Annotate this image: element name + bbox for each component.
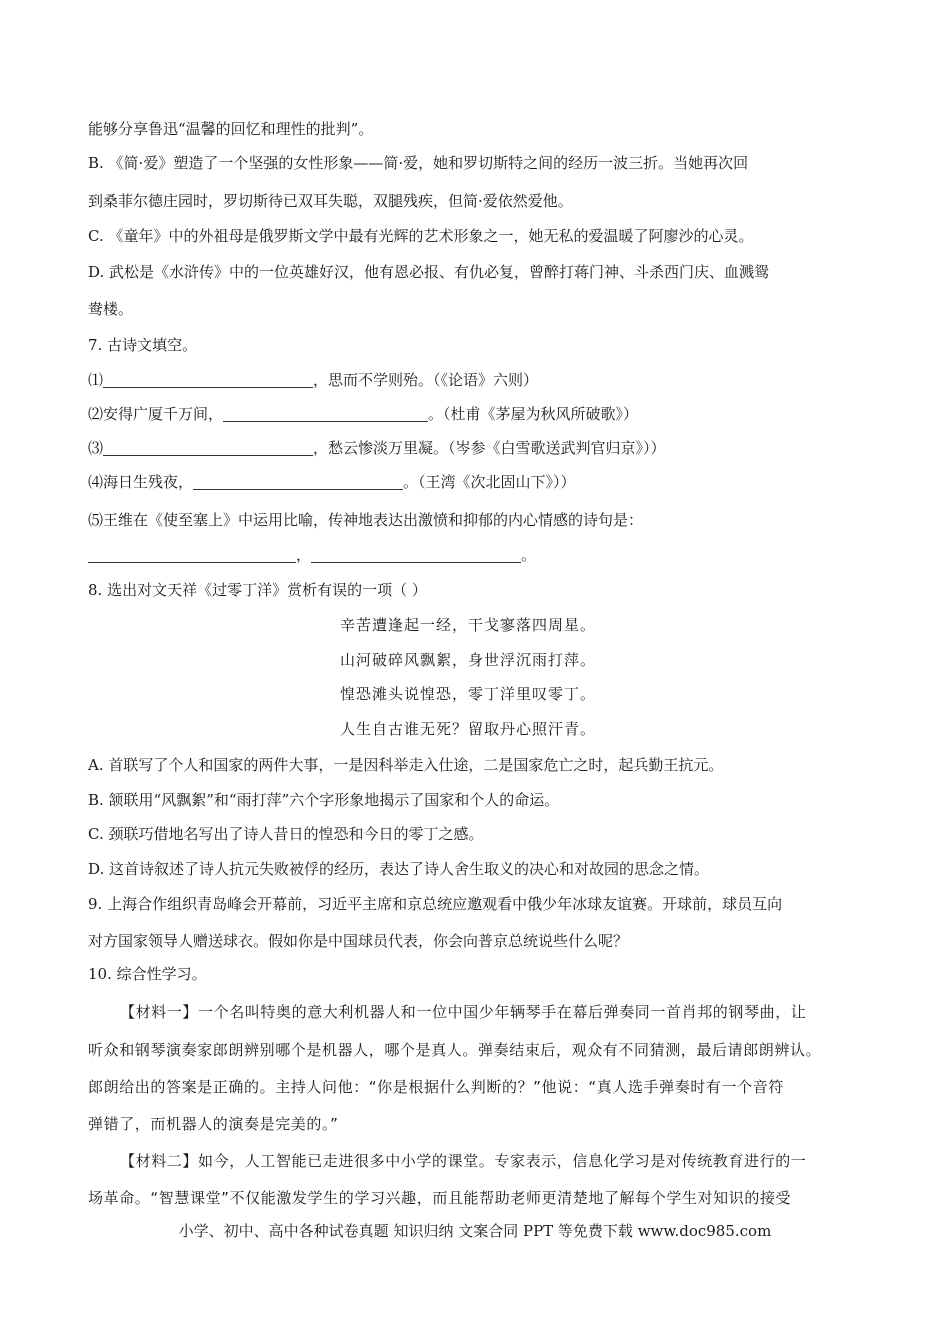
q7-item-2-blank[interactable] bbox=[223, 405, 428, 422]
q7-item-4-text: 。（王湾《次北固山下》）） bbox=[403, 473, 576, 491]
q7-item-4 bbox=[88, 472, 576, 492]
q10-material-2-line-1: 【材料二】如今，人工智能已走进很多中小学的课堂。专家表示，信息化学习是对传统教育进行的一 bbox=[120, 1152, 807, 1170]
q7-item-1-number: ⑴ bbox=[88, 371, 104, 389]
q7-item-1-text: ，思而不学则殆。（《论语》六则） bbox=[313, 371, 539, 389]
q7-item-5-blank-1[interactable] bbox=[88, 546, 296, 563]
q8-poem-line-3: 惶恐滩头说惶恐，零丁洋里叹零丁。 bbox=[340, 685, 597, 703]
q10-material-1-line-4: 弹错了，而机器人的演奏是完美的。” bbox=[88, 1115, 339, 1133]
q10-material-1-line-2: 听众和钢琴演奏家郎朗辨别哪个是机器人，哪个是真人。弹奏结束后，观众有不同猜测，最后请郎朗辨认。 bbox=[88, 1041, 822, 1059]
q6-option-d-line1: D. 武松是《水浒传》中的一位英雄好汉，他有恩必报、有仇必复，曾醉打蒋门神、斗杀西门庆、血溅鸳 bbox=[88, 263, 770, 281]
q8-option-b: B. 颔联用“风飘絮”和“雨打萍”六个字形象地揭示了国家和个人的命运。 bbox=[88, 791, 560, 809]
q7-item-2 bbox=[88, 404, 638, 424]
q6-option-c: C. 《童年》中的外祖母是俄罗斯文学中最有光辉的艺术形象之一，她无私的爱温暖了阿廖沙的心灵。 bbox=[88, 227, 754, 245]
q7-item-2-prefix: ⑵安得广厦千万间， bbox=[88, 405, 224, 423]
q7-item-5: ⑸王维在《使至塞上》中运用比喻，传神地表达出激愤和抑郁的内心情感的诗句是： bbox=[88, 511, 644, 529]
q7-item-3-text: ，愁云惨淡万里凝。（岑参《白雪歌送武判官归京》）） bbox=[313, 439, 666, 457]
q7-item-4-blank[interactable] bbox=[193, 473, 403, 490]
q10-title: 10. 综合性学习。 bbox=[88, 965, 207, 983]
q10-material-1-line-1: 【材料一】一个名叫特奥的意大利机器人和一位中国少年辆琴手在幕后弹奏同一首肖邦的钢琴曲，让 bbox=[120, 1003, 807, 1021]
q8-option-d: D. 这首诗叙述了诗人抗元失败被俘的经历，表达了诗人舍生取义的决心和对故园的思念之情。 bbox=[88, 860, 710, 878]
q8-poem-line-4: 人生自古谁无死？留取丹心照汗青。 bbox=[340, 720, 597, 738]
q9-line-2: 对方国家领导人赠送球衣。假如你是中国球员代表，你会向普京总统说些什么呢？ bbox=[88, 932, 629, 950]
q7-item-5-blank-2[interactable] bbox=[311, 546, 521, 563]
q7-title: 7. 古诗文填空。 bbox=[88, 336, 198, 354]
q6-option-d-line2: 鸯楼。 bbox=[88, 300, 134, 318]
q7-item-1-blank[interactable] bbox=[103, 371, 313, 388]
q7-item-3 bbox=[88, 438, 666, 458]
q10-material-2-line-2: 场革命。“智慧课堂”不仅能激发学生的学习兴趣，而且能帮助老师更清楚地了解每个学生对知识的接受 bbox=[88, 1189, 792, 1207]
q8-poem-line-1: 辛苦遭逢起一经，干戈寥落四周星。 bbox=[340, 616, 597, 634]
q9-line-1: 9. 上海合作组织青岛峰会开幕前，习近平主席和京总统应邀观看中俄少年冰球友谊赛。开球前，球员互向 bbox=[88, 895, 783, 913]
q8-poem-line-2: 山河破碎风飘絮，身世浮沉雨打萍。 bbox=[340, 651, 597, 669]
q6-option-a-continuation: 能够分享鲁迅“温馨的回忆和理性的批判”。 bbox=[88, 120, 374, 138]
q6-option-b-line2: 到桑菲尔德庄园时，罗切斯待已双耳失聪，双腿残疾，但简·爱依然爱他。 bbox=[88, 192, 573, 210]
q6-option-b-line1: B. 《简·爱》塑造了一个坚强的女性形象——简·爱，她和罗切斯特之间的经历一波三折。当她再次回 bbox=[88, 154, 749, 172]
q8-title: 8. 选出对文天祥《过零丁洋》赏析有误的一项（ ） bbox=[88, 581, 427, 599]
q7-item-3-blank[interactable] bbox=[103, 439, 313, 456]
q7-item-2-text: 。（杜甫《茅屋为秋风所破歌》） bbox=[428, 405, 639, 423]
q7-item-5-comma: ， bbox=[296, 546, 312, 564]
q7-item-5-period: 。 bbox=[521, 546, 537, 564]
q7-item-4-prefix: ⑷海日生残夜， bbox=[88, 473, 194, 491]
q8-option-c: C. 颈联巧借地名写出了诗人昔日的惶恐和今日的零丁之感。 bbox=[88, 825, 484, 843]
q10-material-1-line-3: 郎朗给出的答案是正确的。主持人问他：“你是根据什么判断的？”他说：“真人选手弹奏时有一个音符 bbox=[88, 1078, 784, 1096]
q7-item-3-number: ⑶ bbox=[88, 439, 104, 457]
q8-option-a: A. 首联写了个人和国家的两件大事，一是因科举走入仕途，二是国家危亡之时，起兵勤王抗元。 bbox=[88, 756, 724, 774]
q7-item-5-answer bbox=[88, 545, 536, 565]
q7-item-1 bbox=[88, 370, 538, 390]
page-footer: 小学、初中、高中各种试卷真题 知识归纳 文案合同 PPT 等免费下载 www.doc985.com bbox=[178, 1222, 772, 1240]
